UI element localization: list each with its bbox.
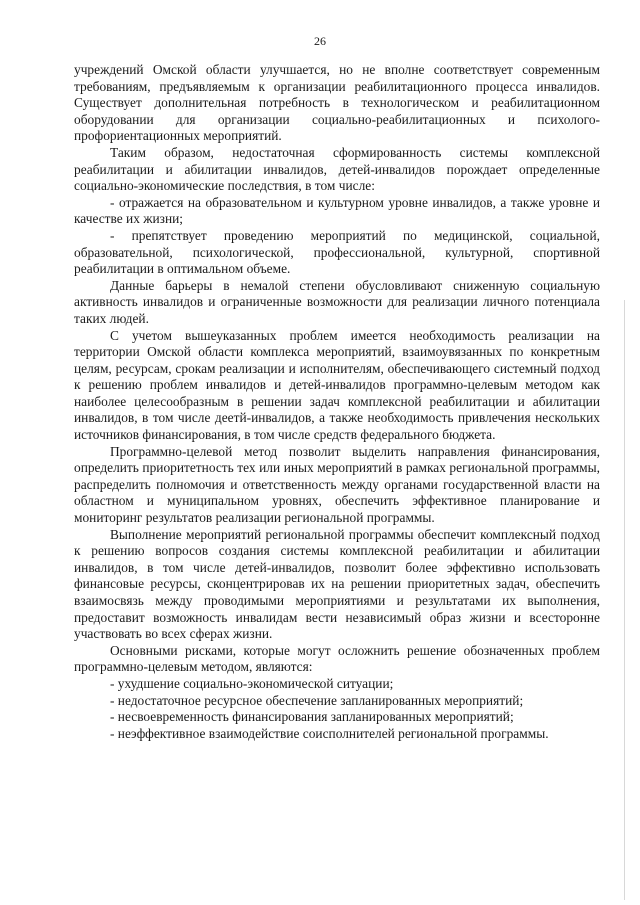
list-item-education-culture: - отражается на образовательном и культурном уровне инвалидов, а также уровне и качестве их жизни; <box>74 194 600 227</box>
paragraph-program-results: Выполнение мероприятий региональной программы обеспечит комплексный подход к решению вопросов создания системы комплексной реабилитации и абилитации инвалидов, в том числе детей-инвалидов, позволит более эффективно использовать финансовые ресурсы, сконцентрировав их на решении приоритетных задач, обеспечить взаимосвязь между проводимыми мероприятиями и результатами их выполнения, предоставит возможность инвалидам вести независимый образ жизни и всесторонне участвовать во всех сферах жизни. <box>74 526 600 642</box>
paragraph-risks-intro: Основными рисками, которые могут осложнить решение обозначенных проблем программно-целевым методом, являются: <box>74 642 600 675</box>
paragraph-consequences-intro: Таким образом, недостаточная сформированность системы комплексной реабилитации и абилитации инвалидов, детей-инвалидов порождает определенные социально-экономические последствия, в том числе: <box>74 144 600 194</box>
list-item-risk-funding: - несвоевременность финансирования запланированных мероприятий; <box>110 709 514 725</box>
document-body <box>74 62 600 742</box>
page-number: 26 <box>314 34 326 48</box>
scan-edge-line <box>624 300 625 900</box>
paragraph-necessity: С учетом вышеуказанных проблем имеется необходимость реализации на территории Омской области комплекса мероприятий, взаимоувязанных по конкретным целям, ресурсам, срокам реализации и исполнителям, обеспечивающего системный подход к решению проблем инвалидов и детей-инвалидов программно-целевым методом как наиболее целесообразным в решении задач комплексной реабилитации и абилитации инвалидов, в том числе деетй-инвалидов, а также необходимость привлечения нескольких источников финансирования, в том числе средств федерального бюджета. <box>74 327 600 443</box>
paragraph-continuation: учреждений Омской области улучшается, но не вполне соответствует современным требованиям, предъявляемым к организации реабилитационного процесса инвалидов. Существует дополнительная потребность в технологическом и реабилитационном оборудовании для организации социально-реабилитационных и психолого-профориентационных мероприятий. <box>74 62 600 144</box>
list-item-risk-resources: - недостаточное ресурсное обеспечение запланированных мероприятий; <box>110 692 524 708</box>
paragraph-program-target-method: Программно-целевой метод позволит выделить направления финансирования, определить приоритетность тех или иных мероприятий в рамках региональной программы, распределить полномочия и ответственность между органами государственной власти на областном и муниципальном уровнях, обеспечить эффективное планирование и мониторинг результатов реализации региональной программы. <box>74 443 600 526</box>
list-item-risk-coordination: - неэффективное взаимодействие соисполнителей региональной программы. <box>110 725 549 741</box>
paragraph-barriers: Данные барьеры в немалой степени обусловливают сниженную социальную активность инвалидов и ограниченные возможности для реализации личного потенциала таких людей. <box>74 277 600 326</box>
list-item-risk-economy: - ухудшение социально-экономической ситуации; <box>110 675 394 691</box>
list-item-rehabilitation-measures: - препятствует проведению мероприятий по медицинской, социальной, образовательной, психологической, профессиональной, культурной, спортивной реабилитации в оптимальном объеме. <box>74 227 600 277</box>
